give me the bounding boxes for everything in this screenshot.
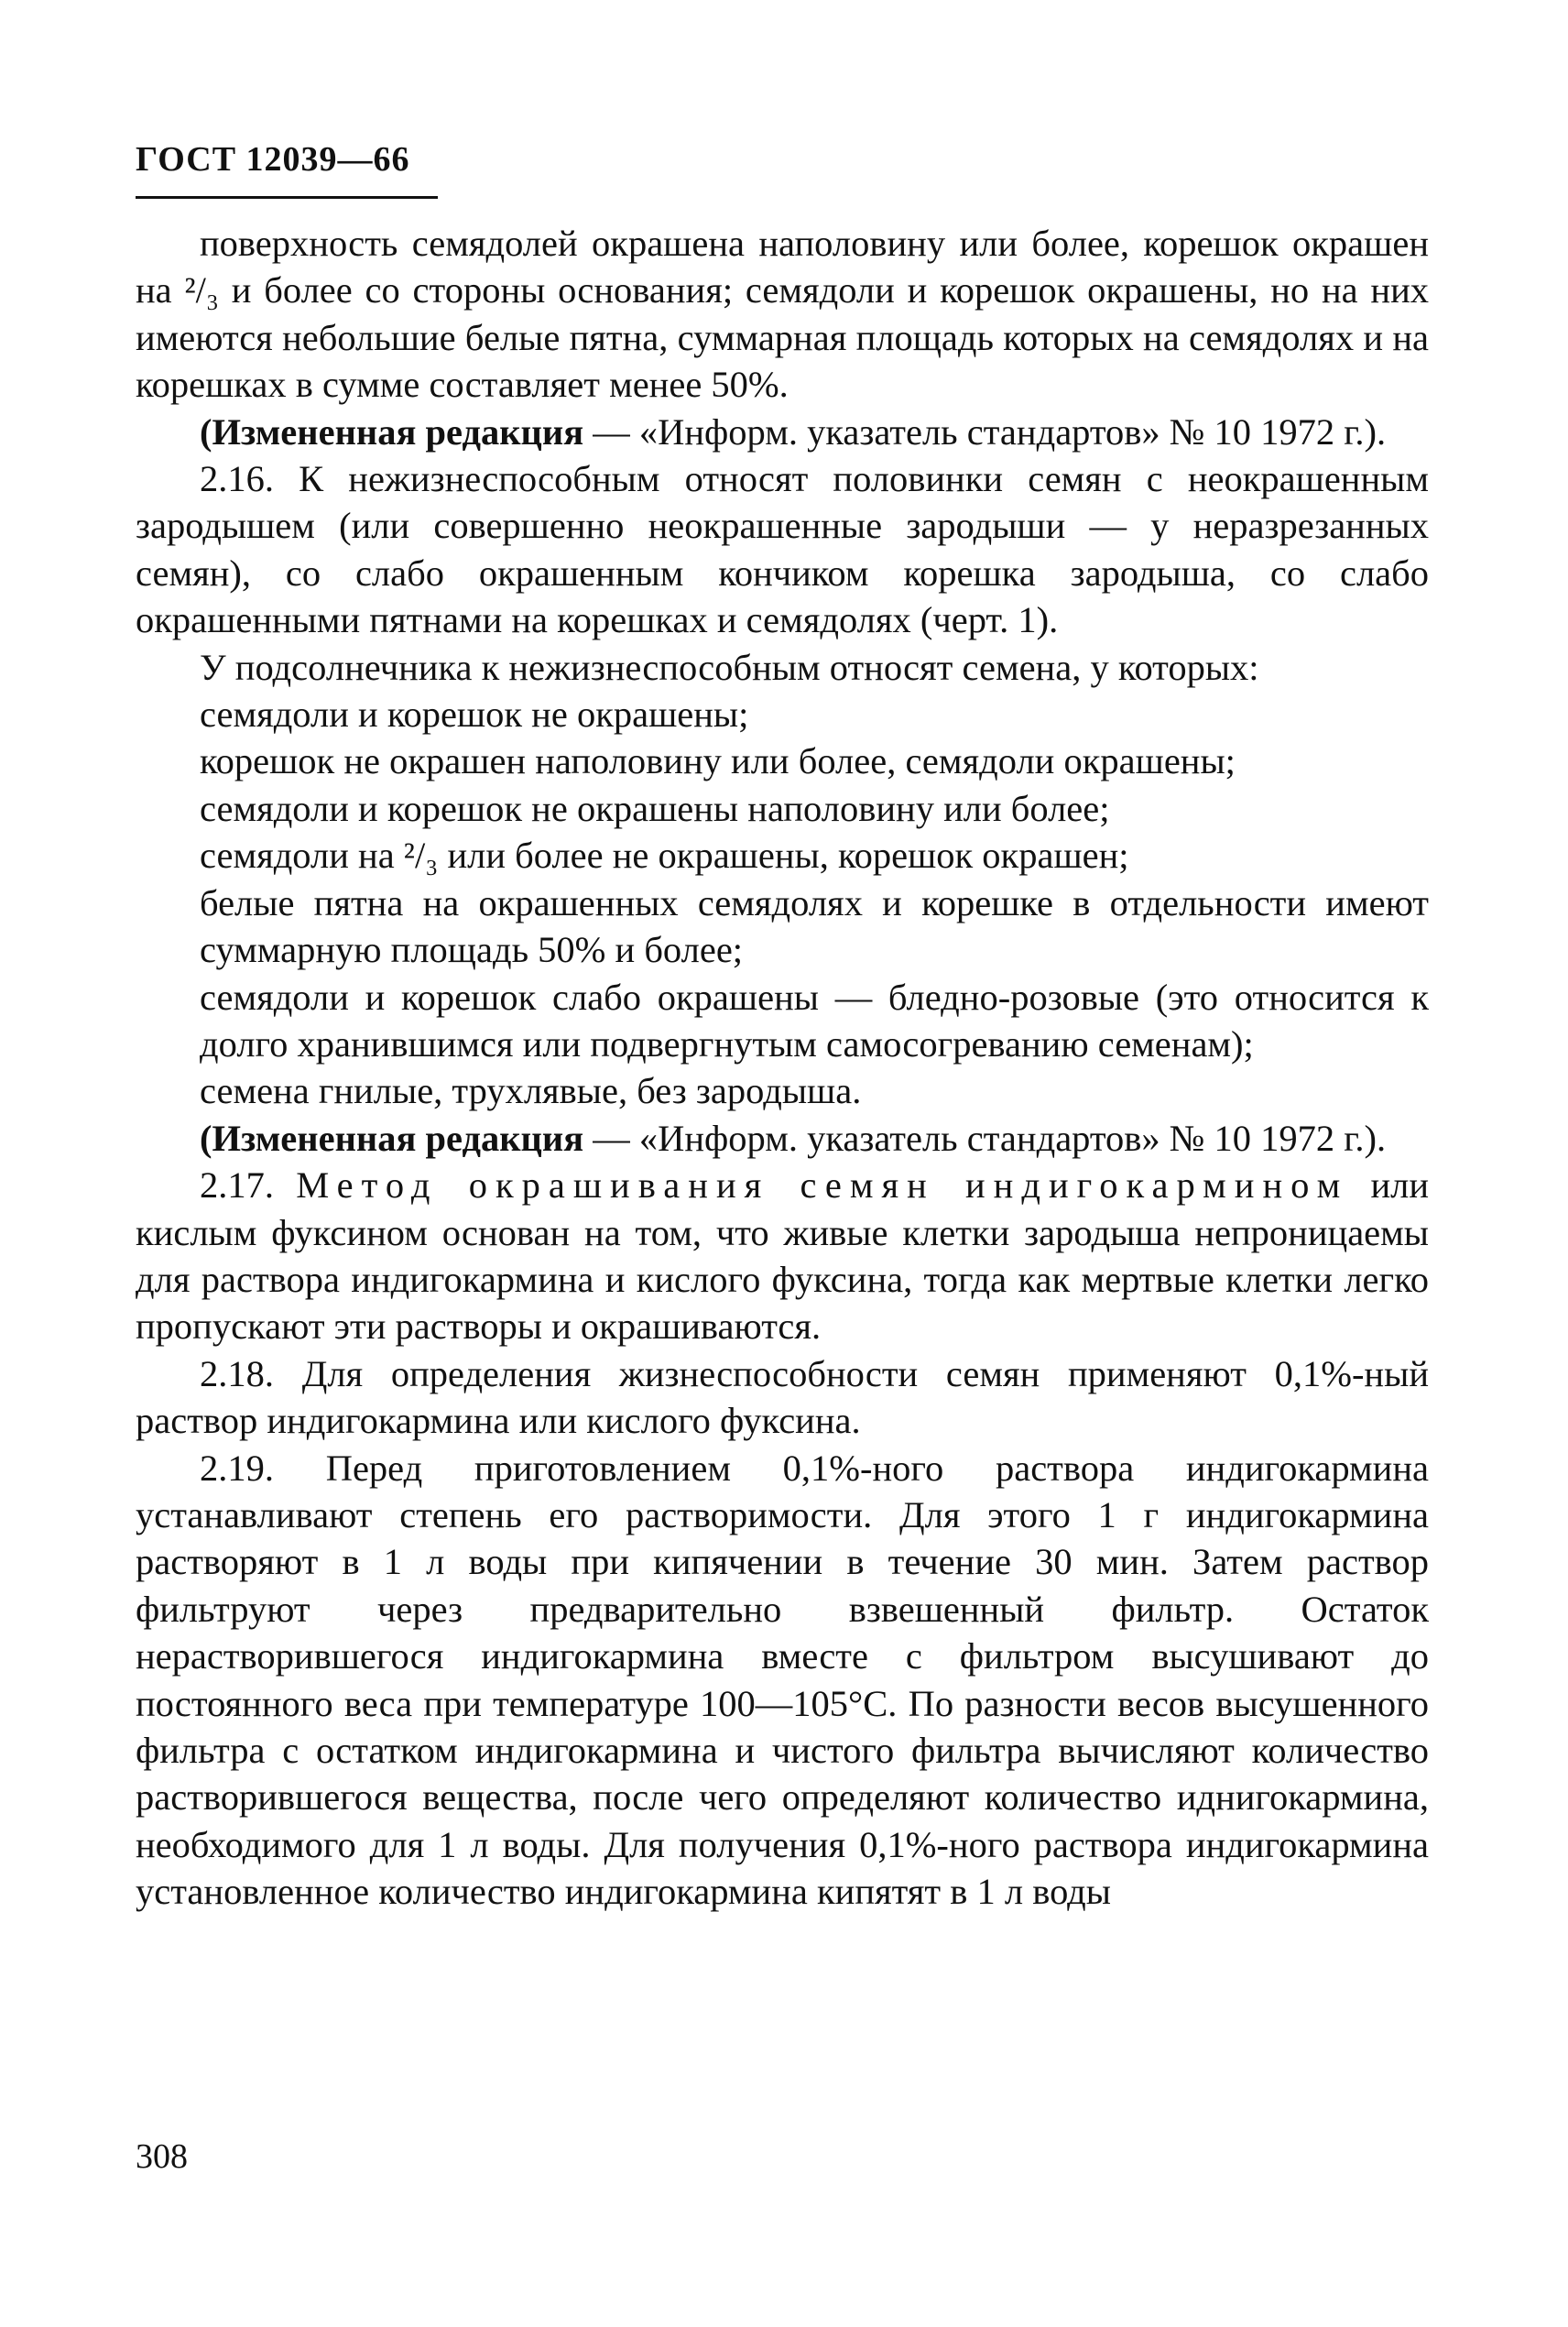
criteria-item-5: белые пятна на окрашенных семядолях и корешке в отдельности имеют суммарную площадь 50% и более;	[200, 881, 1429, 971]
clause-2-16: 2.16. К нежизнеспособным относят половинки семян с неокрашенным зародышем (или совершенно неокрашенные зародыши — у неразрезанных семян), со слабо окрашенным кончиком корешка зародыша, со слабо окрашенными пятнами на корешках и семядолях (черт. 1).	[136, 458, 1429, 641]
page-header	[136, 137, 438, 199]
document-code: ГОСТ 12039—66	[136, 140, 410, 179]
amendment-source: — «Информ. указатель стандартов» № 10 1972 г.).	[583, 1117, 1387, 1159]
criteria-item-4: семядоли на ²/₃ или более не окрашены, корешок окрашен;	[200, 835, 1129, 877]
amendment-label: (Измененная редакция	[200, 410, 584, 453]
criteria-item-2: корешок не окрашен наполовину или более, семядоли окрашены;	[200, 740, 1236, 782]
amendment-note-2	[136, 1115, 1429, 1162]
page-body	[136, 220, 1429, 1916]
amendment-label: (Измененная редакция	[200, 1117, 584, 1159]
criteria-item-7: семена гнилые, трухлявые, без зародыша.	[200, 1070, 862, 1112]
sunflower-intro: У подсолнечника к нежизнеспособным относят семена, у которых:	[200, 646, 1259, 688]
amendment-note-1	[136, 409, 1429, 455]
clause-2-19: 2.19. Перед приготовлением 0,1%-ного раствора индигокармина устанавливают степень его растворимости. Для этого 1 г индигокармина растворяют в 1 л воды при кипячении в течение 30 мин. Затем раствор фильтруют через предварительно взвешенный фильтр. Остаток нерастворившегося индигокармина вместе с фильтром высушивают до постоянного веса при температуре 100—105°С. По разности весов высушенного фильтра с остатком индигокармина и чистого фильтра вычисляют количество растворившегося вещества, после чего определяют количество иднигокармина, необходимого для 1 л воды. Для получения 0,1%-ного раствора индигокармина установленное количество индигокармина кипятят в 1 л воды	[136, 1447, 1429, 1913]
clause-number: 2.17.	[200, 1164, 297, 1207]
criteria-item-6: семядоли и корешок слабо окрашены — бледно-розовые (это относится к долго хранившимся или подвергнутым самосогреванию семенам);	[200, 976, 1429, 1065]
paragraph-continued: поверхность семядолей окрашена наполовину или более, корешок окрашен на ²/₃ и более со стороны основания; семядоли и корешок окрашены, но на них имеются небольшие белые пятна, суммарная площадь которых на семядолях и на корешках в сумме составляет менее 50%.	[136, 223, 1429, 406]
amendment-source: — «Информ. указатель стандартов» № 10 1972 г.).	[583, 410, 1387, 453]
criteria-item-3: семядоли и корешок не окрашены наполовину или более;	[200, 787, 1110, 829]
clause-text: или кислым фуксином основан на том, что живые клетки зародыша непроницаемы для раствора индигокармина и кислого фуксина, тогда как мертвые клетки легко пропускают эти растворы и окрашиваются.	[136, 1164, 1430, 1348]
page-number: 308	[136, 2137, 188, 2176]
clause-2-18: 2.18. Для определения жизнеспособности семян применяют 0,1%-ный раствор индигокармина или кислого фуксина.	[136, 1352, 1429, 1442]
criteria-item-1: семядоли и корешок не окрашены;	[200, 694, 749, 736]
clause-2-17	[136, 1162, 1429, 1350]
method-name: Метод окрашивания семян индигокармином	[296, 1164, 1349, 1207]
header-divider	[136, 196, 438, 199]
